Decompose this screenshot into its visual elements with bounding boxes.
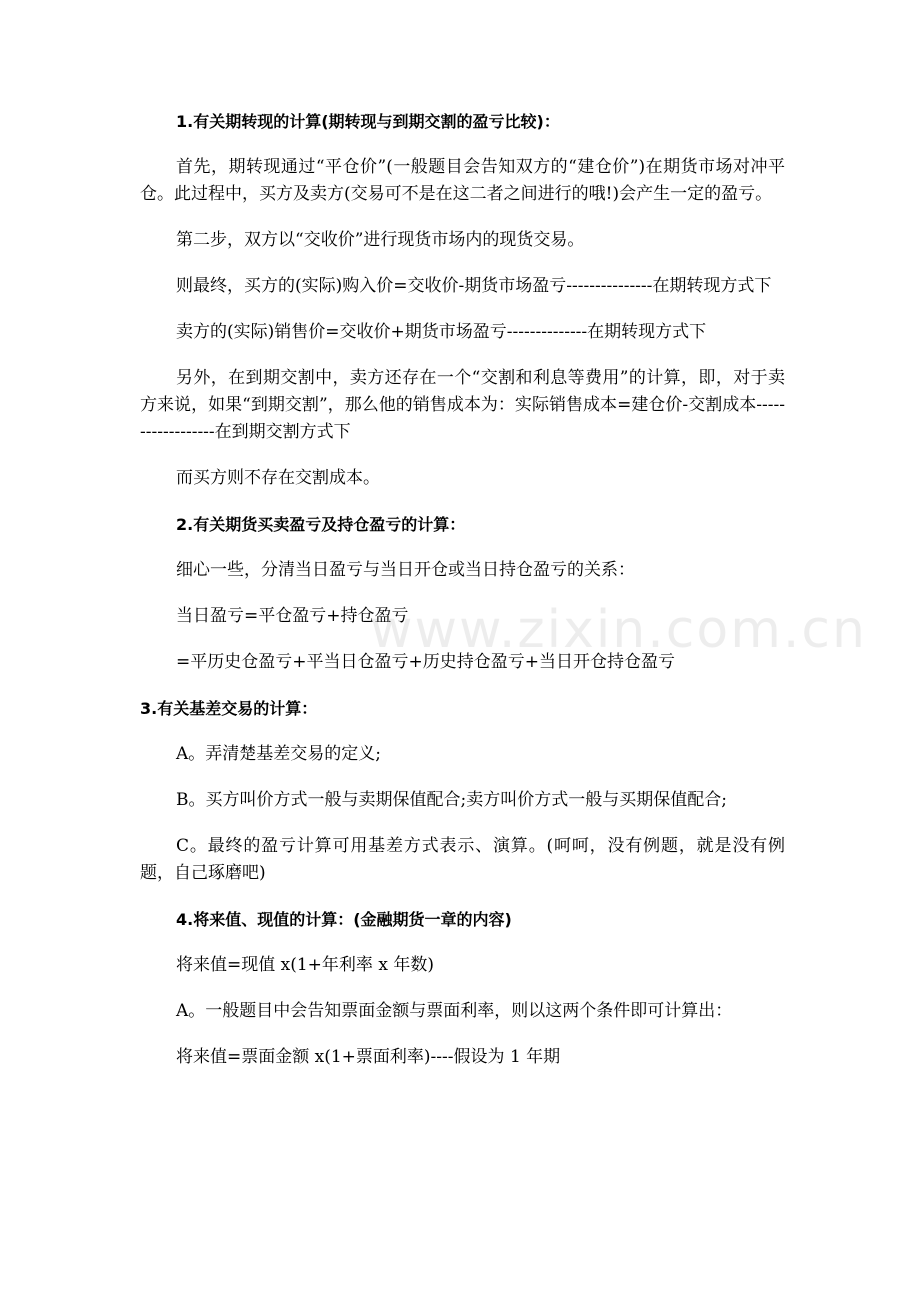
- section-heading-3: 3.有关基差交易的计算：: [140, 699, 318, 718]
- paragraph: 卖方的(实际)销售价=交收价+期货市场盈亏--------------在期转现方式下: [176, 322, 707, 342]
- paragraph: 首先，期转现通过“平仓价”(一般题目会告知双方的“建仓价”)在期货市场对冲平仓。此过程中，买方及卖方(交易可不是在这二者之间进行的哦!)会产生一定的盈亏。: [140, 157, 785, 204]
- formula-line: =平历史仓盈亏+平当日仓盈亏+历史持仓盈亏+当日开仓持仓盈亏: [176, 652, 675, 672]
- list-item: A。一般题目中会告知票面金额与票面利率，则以这两个条件即可计算出：: [176, 1001, 733, 1021]
- list-item: B。买方叫价方式一般与卖期保值配合;卖方叫价方式一般与买期保值配合;: [176, 790, 727, 810]
- formula-line: 将来值=现值 x(1+年利率 x 年数): [176, 955, 434, 975]
- paragraph: 细心一些，分清当日盈亏与当日开仓或当日持仓盈亏的关系：: [176, 560, 635, 580]
- section-heading-4: 4.将来值、现值的计算：(金融期货一章的内容): [176, 910, 512, 929]
- paragraph: 另外，在到期交割中，卖方还存在一个“交割和利息等费用”的计算，即，对于卖方来说，如果“到期交割”，那么他的销售成本为：实际销售成本=建仓价-交割成本------------------在到期交割方式下: [140, 368, 785, 442]
- document-body: [140, 108, 785, 1090]
- section-heading-1: 1.有关期转现的计算(期转现与到期交割的盈亏比较)：: [176, 112, 560, 131]
- paragraph: 而买方则不存在交割成本。: [176, 468, 380, 488]
- section-heading-2: 2.有关期货买卖盈亏及持仓盈亏的计算：: [176, 515, 466, 534]
- list-item: A。弄清楚基差交易的定义;: [176, 744, 382, 764]
- paragraph: 第二步，双方以“交收价”进行现货市场内的现货交易。: [176, 230, 585, 250]
- formula-line: 当日盈亏=平仓盈亏+持仓盈亏: [176, 606, 409, 626]
- watermark: www.zixin.com.cn: [370, 600, 867, 660]
- list-item: C。最终的盈亏计算可用基差方式表示、演算。(呵呵，没有例题，就是没有例题，自己琢磨吧): [140, 836, 785, 883]
- paragraph: 则最终，买方的(实际)购入价=交收价-期货市场盈亏---------------在期转现方式下: [176, 276, 772, 296]
- formula-line: 将来值=票面金额 x(1+票面利率)----假设为 1 年期: [176, 1047, 561, 1067]
